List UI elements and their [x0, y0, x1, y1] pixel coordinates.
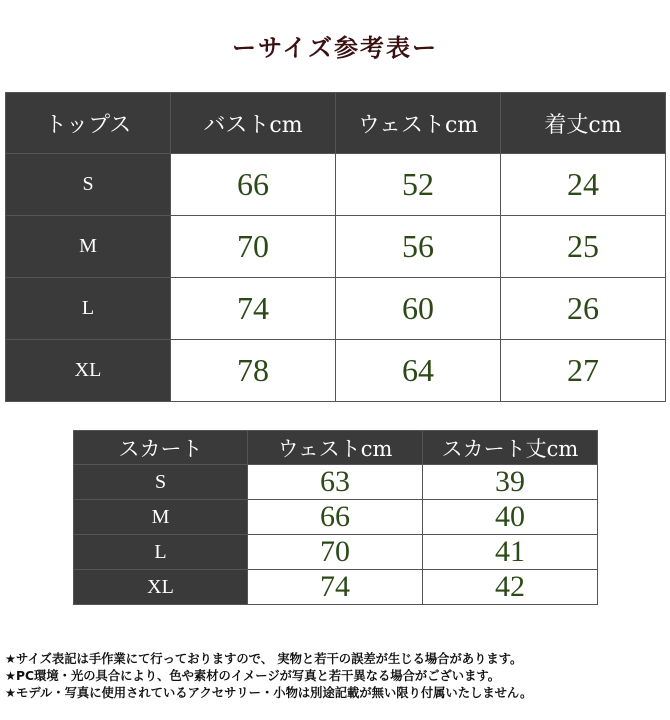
- note-line: ★モデル・写真に使用されているアクセサリー・小物は別途記載が無い限り付属いたしません。: [5, 686, 533, 700]
- size-label: L: [6, 278, 171, 340]
- tops-header-row: [6, 93, 666, 154]
- table-row: [74, 465, 598, 500]
- skirt-header-waist: ウェストcm: [248, 431, 423, 465]
- table-row: [6, 278, 666, 340]
- waist-value: 52: [336, 154, 501, 216]
- bust-value: 74: [171, 278, 336, 340]
- tops-header-waist: ウェストcm: [336, 93, 501, 154]
- bust-value: 70: [171, 216, 336, 278]
- waist-value: 74: [248, 570, 423, 605]
- bust-value: 66: [171, 154, 336, 216]
- length-value: 26: [501, 278, 666, 340]
- table-row: [74, 535, 598, 570]
- size-label: M: [74, 500, 248, 535]
- size-label: L: [74, 535, 248, 570]
- table-row: [74, 570, 598, 605]
- skirt-size-table: [73, 430, 598, 605]
- note-line: ★PC環境・光の具合により、色や素材のイメージが写真と若干異なる場合がございます。: [5, 669, 500, 683]
- size-label: XL: [6, 340, 171, 402]
- size-label: S: [74, 465, 248, 500]
- page-title: ーサイズ参考表ー: [231, 34, 439, 62]
- tops-size-table: [5, 92, 666, 402]
- size-label: M: [6, 216, 171, 278]
- length-value: 27: [501, 340, 666, 402]
- tops-header-category: トップス: [6, 93, 171, 154]
- tops-header-length: 着丈cm: [501, 93, 666, 154]
- waist-value: 64: [336, 340, 501, 402]
- waist-value: 66: [248, 500, 423, 535]
- skirt-header-row: [74, 431, 598, 465]
- skirt-header-length: スカート丈cm: [423, 431, 598, 465]
- size-label: XL: [74, 570, 248, 605]
- skirt-header-category: スカート: [74, 431, 248, 465]
- waist-value: 60: [336, 278, 501, 340]
- table-row: [6, 154, 666, 216]
- bust-value: 78: [171, 340, 336, 402]
- waist-value: 56: [336, 216, 501, 278]
- note-line: ★サイズ表記は手作業にて行っておりますので、 実物と若干の誤差が生じる場合があります。: [5, 652, 523, 666]
- table-row: [6, 216, 666, 278]
- table-row: [74, 500, 598, 535]
- notes-block: [5, 651, 667, 702]
- length-value: 41: [423, 535, 598, 570]
- length-value: 39: [423, 465, 598, 500]
- length-value: 40: [423, 500, 598, 535]
- size-label: S: [6, 154, 171, 216]
- length-value: 24: [501, 154, 666, 216]
- table-row: [6, 340, 666, 402]
- length-value: 42: [423, 570, 598, 605]
- tops-header-bust: バストcm: [171, 93, 336, 154]
- waist-value: 63: [248, 465, 423, 500]
- waist-value: 70: [248, 535, 423, 570]
- length-value: 25: [501, 216, 666, 278]
